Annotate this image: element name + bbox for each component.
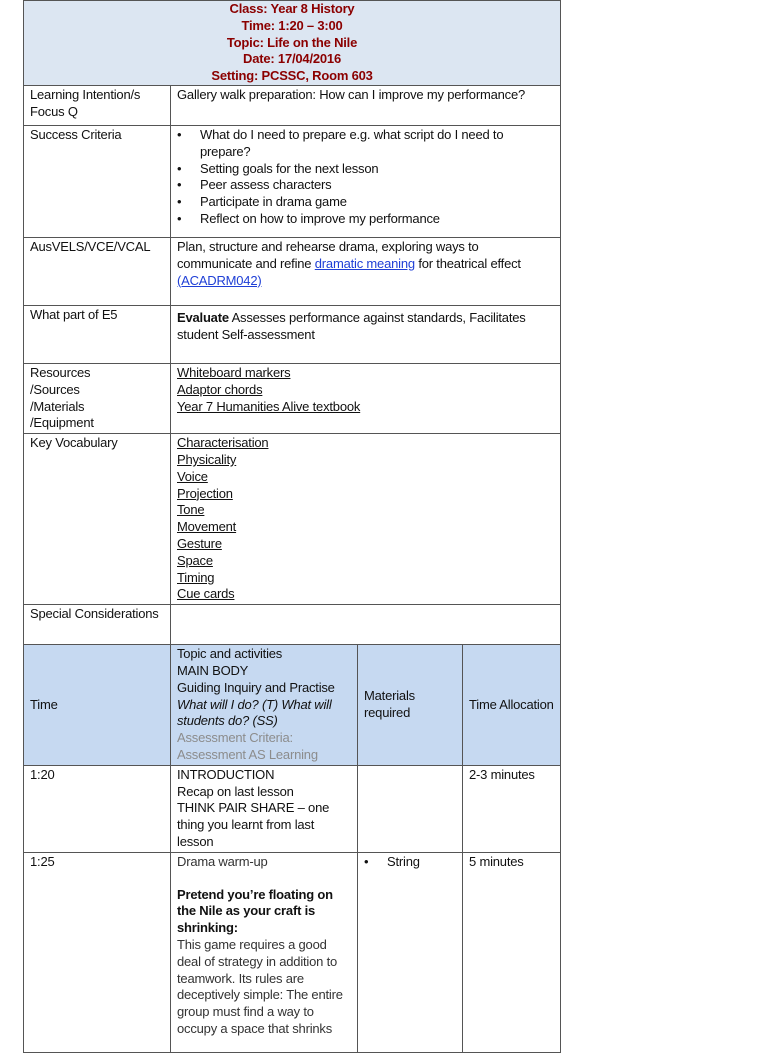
curriculum-value: Plan, structure and rehearse drama, exploring ways to communicate and refine dramatic meaning for theatrical effect (ACADRM042): [171, 238, 561, 306]
acadrm042-link[interactable]: (ACADRM042): [177, 272, 262, 288]
list-item: • Reflect on how to improve my performance: [177, 211, 554, 228]
key-vocabulary-list: [171, 434, 561, 605]
resources-value: [171, 364, 561, 434]
activity-materials: [358, 765, 463, 852]
success-criteria-value: [171, 126, 561, 238]
activity-description: INTRODUCTION Recap on last lesson THINK PAIR SHARE – one thing you learnt from last lesson: [171, 765, 358, 852]
lesson-time: Time: 1:20 – 3:00: [241, 17, 343, 33]
activity-description: Drama warm-up Pretend you’re floating on the Nile as your craft is shrinking: This game requires a good deal of strategy in addition to teamwork. Its rules are deceptively simple: The entire group must find a way to occupy a space that shrinks: [171, 852, 358, 1052]
dramatic-meaning-link[interactable]: dramatic meaning: [314, 255, 415, 271]
activity-heading: Pretend you’re floating on the Nile as your craft is shrinking:: [177, 886, 333, 936]
vocab-item: Projection: [177, 485, 233, 501]
list-item: • String: [364, 854, 456, 871]
list-item: Whiteboard markers: [177, 365, 291, 380]
time-header: Time: [24, 645, 171, 766]
activity-allocation: 5 minutes: [463, 852, 561, 1052]
learning-intention-label: Learning Intention/s Focus Q: [24, 86, 171, 126]
activity-time: 1:20: [24, 765, 171, 852]
lesson-setting: Setting: PCSSC, Room 603: [211, 68, 373, 84]
vocab-item: Characterisation: [177, 435, 269, 451]
vocab-item: Space: [177, 552, 213, 568]
success-criteria-list: [177, 127, 554, 228]
list-item: • Peer assess characters: [177, 177, 554, 194]
vocab-item: Physicality: [177, 451, 237, 467]
topic-activities-header: Topic and activities MAIN BODY Guiding Inquiry and Practise What will I do? (T) What will students do? (SS) Assessment Criteria: Assessment AS Learning: [171, 645, 358, 766]
activity-materials: [358, 852, 463, 1052]
list-item: Adaptor chords: [177, 381, 263, 397]
list-item: Year 7 Humanities Alive textbook: [177, 398, 361, 414]
special-considerations-label: Special Considerations: [24, 605, 171, 645]
success-criteria-label: Success Criteria: [24, 126, 171, 238]
lesson-header: [24, 1, 561, 86]
activity-allocation: 2-3 minutes: [463, 765, 561, 852]
e5-label: What part of E5: [24, 306, 171, 364]
vocab-item: Voice: [177, 468, 208, 484]
class-title: Class: Year 8 History: [229, 1, 355, 16]
list-item: • Setting goals for the next lesson: [177, 161, 554, 178]
lesson-topic: Topic: Life on the Nile: [226, 34, 358, 50]
special-considerations-value: [171, 605, 561, 645]
lesson-plan-table: [23, 0, 561, 1053]
evaluate-term: Evaluate: [177, 310, 229, 325]
time-allocation-header: Time Allocation: [463, 645, 561, 766]
key-vocabulary-label: Key Vocabulary: [24, 434, 171, 605]
curriculum-label: AusVELS/VCE/VCAL: [24, 238, 171, 306]
resources-label: Resources /Sources /Materials /Equipment: [24, 364, 171, 434]
learning-intention-value: Gallery walk preparation: How can I improve my performance?: [171, 86, 561, 126]
e5-value: Evaluate Assesses performance against standards, Facilitates student Self-assessment: [171, 306, 561, 364]
vocab-item: Movement: [177, 519, 237, 535]
vocab-item: Cue cards: [177, 586, 235, 602]
activity-time: 1:25: [24, 852, 171, 1052]
lesson-date: Date: 17/04/2016: [243, 51, 341, 67]
list-item: • What do I need to prepare e.g. what script do I need to prepare?: [177, 127, 554, 161]
vocab-item: Tone: [177, 502, 205, 518]
materials-header: Materials required: [358, 645, 463, 766]
vocab-item: Timing: [177, 569, 215, 585]
list-item: • Participate in drama game: [177, 194, 554, 211]
vocab-item: Gesture: [177, 535, 222, 551]
